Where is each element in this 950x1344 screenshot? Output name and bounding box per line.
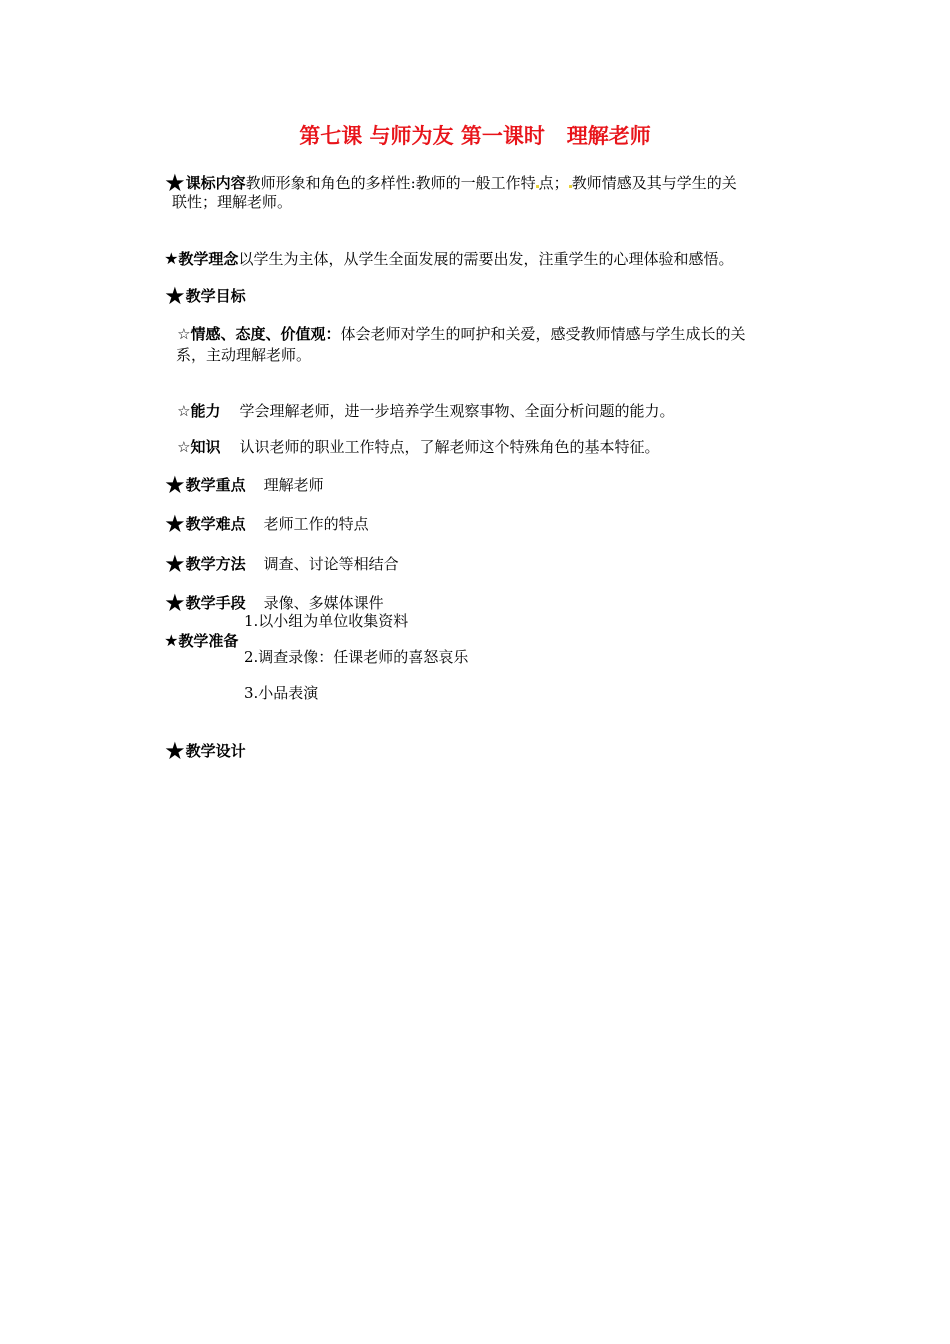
- preparation-item: 3.小品表演: [244, 684, 319, 702]
- goal-emotion-label: 情感、态度、价值观：: [190, 325, 341, 343]
- star-icon: ★: [164, 169, 186, 197]
- teaching-goals-heading: 教学目标: [185, 287, 246, 305]
- goal-emotion-continuation: 系，主动理解老师。: [176, 346, 312, 364]
- content-standard-heading: 课标内容: [185, 174, 246, 192]
- key-point-heading: 教学重点: [185, 476, 246, 494]
- method-heading: 教学方法: [185, 555, 246, 573]
- means-text: 录像、多媒体课件: [263, 594, 384, 612]
- preparation-heading: 教学准备: [178, 632, 239, 650]
- difficulty-text: 老师工作的特点: [263, 515, 369, 533]
- star-icon: ★: [164, 589, 186, 617]
- star-icon: ★: [164, 249, 179, 268]
- star-icon: ★: [164, 550, 186, 578]
- content-standard-text-2: 点；: [538, 174, 569, 192]
- lesson-title: 第七课 与师为友 第一课时 理解老师: [299, 123, 651, 148]
- star-icon: ★: [164, 737, 186, 765]
- content-standard-text-3: 教师情感及其与学生的关: [571, 174, 737, 192]
- design-line: [145, 721, 246, 781]
- goal-knowledge-text: 认识老师的职业工作特点，了解老师这个特殊角色的基本特征。: [239, 438, 660, 456]
- preparation-item: 2.调查录像：任课老师的喜怒哀乐: [244, 648, 469, 666]
- goal-ability-text: 学会理解老师，进一步培养学生观察事物、全面分析问题的能力。: [239, 402, 675, 420]
- method-text: 调查、讨论等相结合: [263, 555, 399, 573]
- star-icon: ★: [164, 631, 179, 650]
- goal-ability-label: 能力: [190, 402, 221, 420]
- star-icon: ★: [164, 510, 186, 538]
- design-heading: 教学设计: [185, 742, 246, 760]
- goal-emotion-text: 体会老师对学生的呵护和关爱，感受教师情感与学生成长的关: [340, 325, 746, 343]
- star-icon: ★: [164, 471, 186, 499]
- goal-knowledge-label: 知识: [190, 438, 221, 456]
- means-heading: 教学手段: [185, 594, 246, 612]
- star-icon: ★: [164, 282, 186, 310]
- hollow-star-icon: ☆: [177, 402, 191, 420]
- hollow-star-icon: ☆: [177, 438, 191, 456]
- preparation-item: 1.以小组为单位收集资料: [244, 612, 409, 630]
- teaching-concept-heading: 教学理念: [178, 250, 239, 268]
- preparation-line: [145, 611, 238, 671]
- content-standard-text: 教师形象和角色的多样性:教师的一般工作特: [245, 174, 536, 192]
- hollow-star-icon: ☆: [177, 325, 191, 343]
- teaching-concept-text: 以学生为主体，从学生全面发展的需要出发，注重学生的心理体验和感悟。: [238, 250, 734, 268]
- content-standard-continuation: 联性；理解老师。: [172, 193, 293, 211]
- difficulty-heading: 教学难点: [185, 515, 246, 533]
- key-point-text: 理解老师: [263, 476, 324, 494]
